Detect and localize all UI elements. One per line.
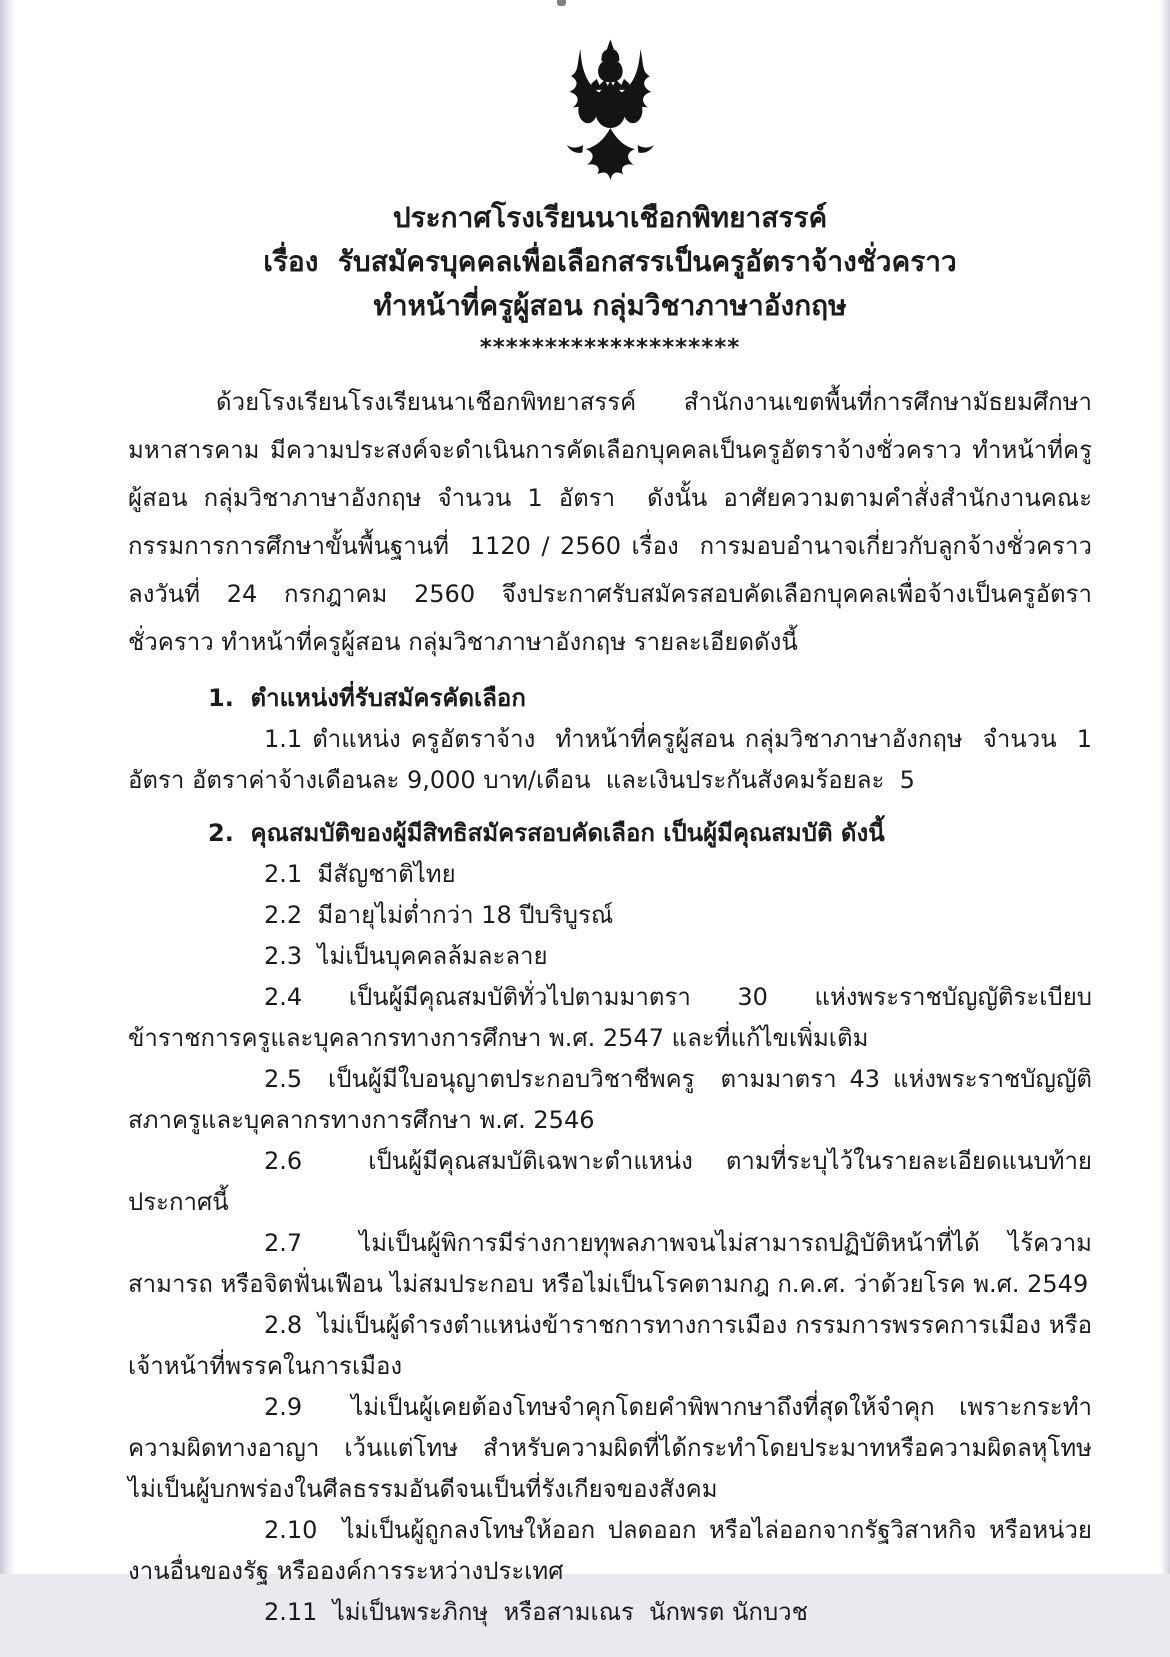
announcement-title: ประกาศโรงเรียนนาเชือกพิทยาสรรค์	[392, 201, 828, 234]
item-2-1: 2.1 มีสัญชาติไทย	[264, 860, 456, 888]
item-2-8: 2.8 ไม่เป็นผู้ดำรงตำแหน่งข้าราชการทางการเมือง กรรมการพรรคการเมือง หรือเจ้าหน้าที่พรรคในการเมือง	[128, 1311, 1092, 1380]
section-2-heading: 2. คุณสมบัติของผู้มีสิทธิสมัครสอบคัดเลือก เป็นผู้มีคุณสมบัติ ดังนี้	[208, 819, 885, 847]
item-2-5: 2.5 เป็นผู้มีใบอนุญาตประกอบวิชาชีพครู ตามมาตรา 43 แห่งพระราชบัญญัติสภาครูและบุคลากรทางการศึกษา พ.ศ. 2546	[128, 1065, 1092, 1134]
garuda-emblem-icon	[128, 38, 1092, 190]
section-1-heading: 1. ตำแหน่งที่รับสมัครคัดเลือก	[208, 684, 526, 712]
item-2-10: 2.10 ไม่เป็นผู้ถูกลงโทษให้ออก ปลดออก หรือไล่ออกจากรัฐวิสาหกิจ หรือหน่วยงานอื่นของรัฐ หรือองค์การระหว่างประเทศ	[128, 1516, 1092, 1585]
intro-paragraph: ด้วยโรงเรียนโรงเรียนนาเชือกพิทยาสรรค์ สำนักงานเขตพื้นที่การศึกษามัธยมศึกษามหาสารคาม มีความประสงค์จะดำเนินการคัดเลือกบุคคลเป็นครูอัตราจ้างชั่วคราว ทำหน้าที่ครูผู้สอน กลุ่มวิชาภาษาอังกฤษ จำนวน 1 อัตรา ดังนั้น อาศัยความตามคำสั่งสำนักงานคณะกรรมการการศึกษาขั้นพื้นฐานที่ 1120 / 2560 เรื่อง การมอบอำนาจเกี่ยวกับลูกจ้างชั่วคราว ลงวันที่ 24 กรกฎาคม 2560 จึงประกาศรับสมัครสอบคัดเลือกบุคคลเพื่อจ้างเป็นครูอัตราชั่วคราว ทำหน้าที่ครูผู้สอน กลุ่มวิชาภาษาอังกฤษ รายละเอียดดังนี้	[128, 388, 1108, 656]
item-1-1: 1.1 ตำแหน่ง ครูอัตราจ้าง ทำหน้าที่ครูผู้สอน กลุ่มวิชาภาษาอังกฤษ จำนวน 1 อัตรา อัตราค่าจ้างเดือนละ 9,000 บาท/เดือน และเงินประกันสังคมร้อยละ 5	[128, 725, 1100, 794]
item-2-11: 2.11 ไม่เป็นพระภิกษุ หรือสามเณร นักพรต นักบวช	[264, 1598, 808, 1626]
announcement-subject: เรื่อง รับสมัครบุคคลเพื่อเลือกสรรเป็นครูอัตราจ้างชั่วคราว	[263, 245, 957, 278]
star-divider: ********************	[479, 335, 741, 361]
item-2-3: 2.3 ไม่เป็นบุคคลล้มละลาย	[264, 942, 548, 970]
document-header	[128, 38, 1092, 368]
item-2-2: 2.2 มีอายุไม่ต่ำกว่า 18 ปีบริบูรณ์	[264, 901, 614, 929]
item-2-9: 2.9 ไม่เป็นผู้เคยต้องโทษจำคุกโดยคำพิพากษาถึงที่สุดให้จำคุก เพราะกระทำความผิดทางอาญา เว้นแต่โทษ สำหรับความผิดที่ได้กระทำโดยประมาทหรือความผิดลหุโทษ ไม่เป็นผู้บกพร่องในศีลธรรมอันดีจนเป็นที่รังเกียจของสังคม	[128, 1393, 1100, 1503]
item-2-4: 2.4 เป็นผู้มีคุณสมบัติทั่วไปตามมาตรา 30 แห่งพระราชบัญญัติระเบียบข้าราชการครูและบุคลากรทางการศึกษา พ.ศ. 2547 และที่แก้ไขเพิ่มเติม	[128, 983, 1092, 1052]
item-2-7: 2.7 ไม่เป็นผู้พิการมีร่างกายทุพลภาพจนไม่สามารถปฏิบัติหน้าที่ได้ ไร้ความสามารถ หรือจิตฟั่นเฟือน ไม่สมประกอบ หรือไม่เป็นโรคตามกฎ ก.ค.ศ. ว่าด้วยโรค พ.ศ. 2549	[128, 1229, 1092, 1298]
announcement-subtitle: ทำหน้าที่ครูผู้สอน กลุ่มวิชาภาษาอังกฤษ	[373, 289, 847, 322]
item-2-6: 2.6 เป็นผู้มีคุณสมบัติเฉพาะตำแหน่ง ตามที่ระบุไว้ในรายละเอียดแนบท้ายประกาศนี้	[128, 1147, 1092, 1216]
